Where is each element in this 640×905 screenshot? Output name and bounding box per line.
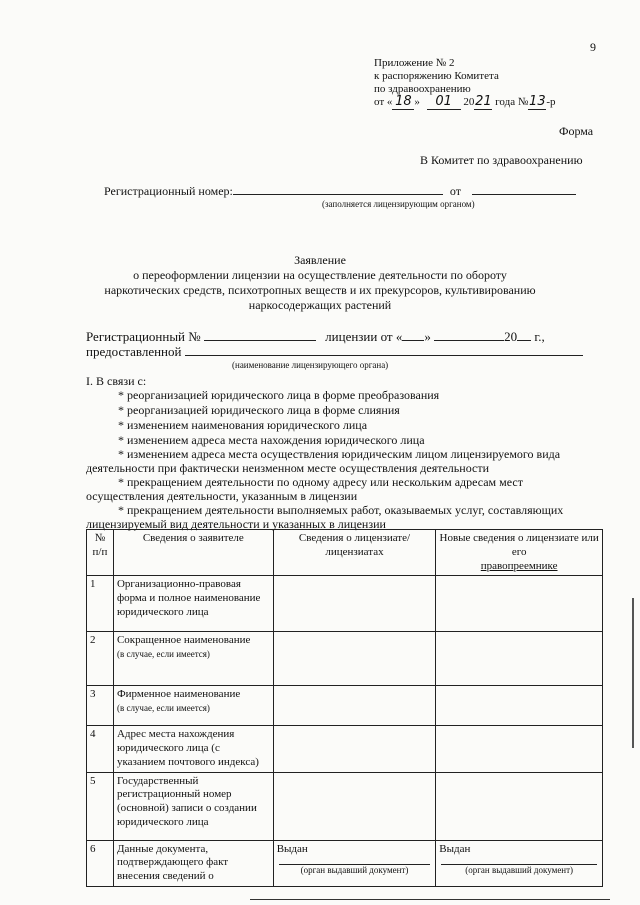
header-applicant: Сведения о заявителе [113,530,273,576]
row-num: 4 [87,726,114,772]
appendix-date-line [374,94,556,110]
table-row [87,632,603,686]
applicant-table [86,529,603,887]
form-label: Форма [559,124,594,138]
row-label-cell [113,686,273,726]
date-prefix: от « [374,96,393,108]
reason-item-cont: осуществления деятельности, указанным в лицензии [86,489,358,503]
page-number: 9 [590,40,596,54]
doc-title-line-2: о переоформлении лицензии на осуществление деятельности по обороту [133,268,507,282]
handwritten-month: 01 [427,94,461,110]
handwritten-year: 21 [475,94,492,109]
header-num: № п/п [87,530,114,576]
table-row [87,840,603,886]
new-info-cell[interactable] [436,686,603,726]
header-new-info-text: Новые сведения о лицензиате или его [439,532,599,558]
issued-label: Выдан [439,842,471,855]
number-suffix: -р [546,96,556,108]
reason-item: * прекращением деятельности выполняемых работ, оказываемых услуг, составляющих [118,503,564,517]
licensee-cell[interactable] [273,840,436,886]
reason-item: * реорганизацией юридического лица в форме слияния [118,403,400,417]
addressee: В Комитет по здравоохранению [420,153,583,167]
licensee-cell[interactable] [273,576,436,632]
row-num: 6 [87,840,114,886]
granted-note: (наименование лицензирующего органа) [232,360,389,370]
header-new-info [436,530,603,576]
row-note: (в случае, если имеется) [116,649,210,659]
reason-item-cont: деятельности при фактически неизменном месте осуществления деятельности [86,461,489,475]
license-year-field[interactable] [517,340,531,341]
issued-field[interactable] [279,856,431,865]
reg-date-field[interactable] [472,194,576,195]
table-row [87,576,603,632]
doc-title-line-4: наркосодержащих растений [248,298,392,312]
reg-number-note: (заполняется лицензирующим органом) [322,199,475,209]
row-label: Фирменное наименование [116,688,241,701]
reg-number-from: от [449,184,461,198]
appendix-line-3: по здравоохранению [374,83,471,95]
section-heading: I. В связи с: [86,374,147,388]
granted-field[interactable] [185,355,583,356]
license-month-field[interactable] [434,340,504,341]
licensee-cell[interactable] [273,686,436,726]
granted-label: предоставленной [86,344,182,359]
new-info-cell[interactable] [436,632,603,686]
date-mid: » [414,96,420,108]
licensee-cell[interactable] [273,726,436,772]
new-info-cell[interactable] [436,576,603,632]
new-info-cell[interactable] [436,840,603,886]
new-info-cell[interactable] [436,772,603,840]
doc-title: Заявление [294,253,346,267]
issued-field[interactable] [441,856,597,865]
granted-line [86,344,583,360]
reason-item: * реорганизацией юридического лица в форме преобразования [118,388,440,402]
reason-item: * изменением адреса места осуществления юридическим лицом лицензируемого вида [118,447,561,461]
reason-item: * изменением наименования юридического лица [118,418,368,432]
new-info-cell[interactable] [436,726,603,772]
row-label-cell [113,632,273,686]
header-new-info-underlined: правопреемнике [480,559,558,572]
license-reg-field[interactable] [204,340,316,341]
row-note: (в случае, если имеется) [116,703,210,713]
row-label: Адрес места нахождения юридического лица (с указанием почтового индекса) [113,726,273,772]
reg-number-field[interactable] [233,194,443,195]
row-num: 1 [87,576,114,632]
scan-edge-mark [632,598,634,748]
table-row [87,686,603,726]
row-label: Организационно-правовая форма и полное наименование юридического лица [113,576,273,632]
table-header-row [87,530,603,576]
doc-title-line-3: наркотических средств, психотропных веществ и их прекурсоров, культивированию [104,283,536,297]
handwritten-number: 13 [529,94,546,109]
row-num: 3 [87,686,114,726]
appendix-line-2: к распоряжению Комитета [374,70,499,82]
table-row [87,726,603,772]
license-reg-label: Регистрационный № [86,329,201,344]
license-close-quote: » [424,329,431,344]
appendix-line-1: Приложение № 2 [374,57,455,69]
year-prefix: 20 [463,96,475,108]
row-label: Сокращенное наименование [116,634,251,647]
reason-item: * изменением адреса места нахождения юридического лица [118,433,425,447]
row-num: 5 [87,772,114,840]
reg-number-line [104,184,576,199]
licensee-cell[interactable] [273,632,436,686]
reason-item-cont: лицензируемый вид деятельности и указанных в лицензии [86,517,386,531]
license-day-field[interactable] [402,340,424,341]
license-year-end: г., [534,329,545,344]
issued-note: (орган выдавший документ) [465,865,574,876]
handwritten-day: 18 [392,94,414,110]
row-label: Государственный регистрационный номер (основной) записи о создании юридического лица [113,772,273,840]
licensee-cell[interactable] [273,772,436,840]
issued-label: Выдан [276,842,308,855]
license-year: 20 [504,329,518,344]
row-num: 2 [87,632,114,686]
row-label: Данные документа, подтверждающего факт внесения сведений о [113,840,273,886]
table-row [87,772,603,840]
reg-number-label: Регистрационный номер: [104,184,233,198]
reason-item: * прекращением деятельности по одному адресу или нескольким адресам мест [118,475,523,489]
license-line [86,329,545,345]
issued-note: (орган выдавший документ) [300,865,409,876]
license-from-label: лицензии от « [325,329,403,344]
year-word: года № [495,96,529,108]
scan-bottom-line [250,899,610,900]
header-licensee: Сведения о лицензиате/ лицензиатах [273,530,436,576]
